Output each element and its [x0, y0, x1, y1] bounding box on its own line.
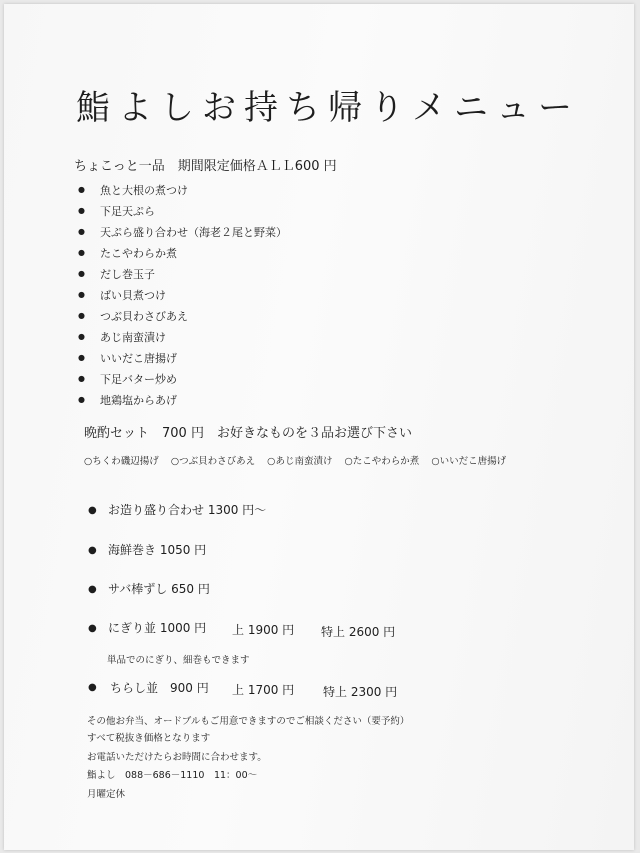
bullet: ● — [78, 395, 85, 404]
set-heading: 晩酌セット 700 円 お好きなものを３品お選び下さい — [84, 426, 412, 441]
section1-item: あじ南蛮漬け — [100, 331, 166, 344]
set-option: ○つぶ貝わさびあえ — [170, 456, 256, 467]
footer-line2: すべて税抜き価格となります — [87, 733, 211, 744]
bullet: ● — [88, 623, 97, 634]
bullet: ● — [78, 332, 85, 341]
bullet: ● — [88, 682, 97, 693]
menu-sheet — [4, 4, 634, 850]
bullet: ● — [78, 248, 85, 257]
bullet: ● — [78, 227, 85, 236]
bullet: ● — [78, 353, 85, 362]
section1-item: たこやわらか煮 — [100, 247, 177, 260]
bullet: ● — [88, 584, 97, 595]
set-options — [84, 453, 515, 467]
section1-item: ばい貝煮つけ — [100, 289, 166, 302]
bullet: ● — [78, 290, 85, 299]
main-saba: サバ棒ずし 650 円 — [108, 582, 210, 596]
main-nigiri: にぎり並 1000 円 — [108, 621, 207, 635]
menu-title: 鮨よしお持ち帰りメニュー — [76, 88, 580, 128]
set-option: ○たこやわらか煮 — [344, 456, 420, 467]
main-chirashi-jo: 上 1700 円 — [232, 683, 295, 697]
footer-closed: 月曜定休 — [87, 789, 126, 800]
section1-item: 下足バター炒め — [100, 373, 177, 386]
main-nigiri-jo: 上 1900 円 — [232, 623, 295, 637]
main-chirashi-tokujo: 特上 2300 円 — [323, 685, 398, 699]
footer-contact: 鮨よし 088－686－1110 11：00～ — [87, 770, 258, 781]
section1-item: 天ぷら盛り合わせ（海老２尾と野菜） — [100, 226, 287, 239]
bullet: ● — [78, 185, 85, 194]
bullet: ● — [88, 545, 97, 556]
section1-item: 地鶏塩からあげ — [100, 394, 177, 407]
footer-line3: お電話いただけたらお時間に合わせます。 — [87, 752, 267, 763]
main-chirashi: ちらし並 900 円 — [110, 681, 209, 695]
section1-heading: ちょこっと一品 期間限定価格ＡＬＬ600 円 — [74, 159, 337, 174]
section1-item: だし巻玉子 — [100, 268, 155, 281]
section1-item: 下足天ぷら — [100, 205, 155, 218]
bullet: ● — [78, 206, 85, 215]
nigiri-note: 単品でのにぎり、細巻もできます — [107, 655, 250, 666]
section1-item: つぶ貝わさびあえ — [100, 310, 188, 323]
bullet: ● — [78, 374, 85, 383]
set-option: ○あじ南蛮漬け — [267, 456, 333, 467]
main-otsukuri: お造り盛り合わせ 1300 円～ — [108, 503, 267, 517]
set-option: ○いいだこ唐揚げ — [431, 456, 507, 467]
bullet: ● — [78, 269, 85, 278]
section1-item: いいだこ唐揚げ — [100, 352, 177, 365]
footer-line1: その他お弁当、オードブルもご用意できますのでご相談ください（要予約） — [87, 716, 410, 727]
section1-item: 魚と大根の煮つけ — [100, 184, 188, 197]
main-kaisen: 海鮮巻き 1050 円 — [108, 543, 207, 557]
set-option: ○ちくわ磯辺揚げ — [84, 456, 159, 467]
bullet: ● — [88, 505, 97, 516]
bullet: ● — [78, 311, 85, 320]
main-nigiri-tokujo: 特上 2600 円 — [321, 625, 396, 639]
